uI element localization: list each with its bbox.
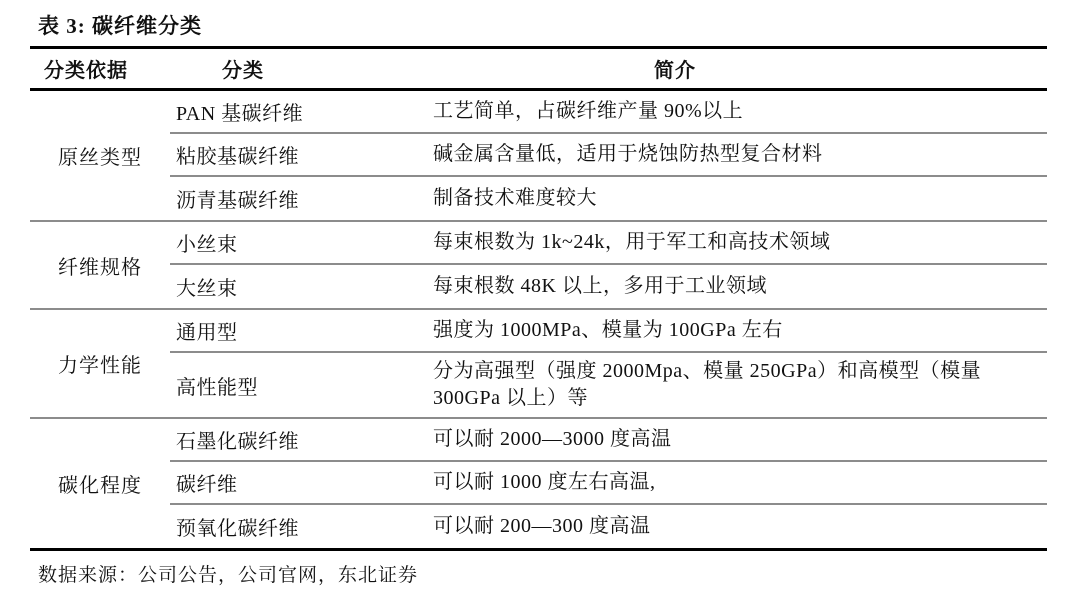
table-row — [170, 462, 1047, 505]
group-rows — [170, 222, 1047, 308]
category-cell: 粘胶基碳纤维 — [176, 146, 299, 168]
header-intro: 简介 — [654, 60, 696, 82]
table-header-row — [30, 49, 1047, 91]
table-row — [170, 265, 1047, 308]
table-row — [170, 91, 1047, 134]
intro-cell: 可以耐 1000 度左右高温, — [433, 471, 656, 493]
table-row — [170, 177, 1047, 220]
category-cell: PAN 基碳纤维 — [176, 103, 304, 125]
table-title: 表 3: 碳纤维分类 — [38, 14, 202, 38]
table-row — [170, 353, 1047, 417]
intro-cell: 分为高强型（强度 2000Mpa、模量 250GPa）和高模型（模量 300GPa 以上）等 — [433, 360, 982, 409]
group-rows — [170, 419, 1047, 548]
category-cell: 沥青基碳纤维 — [176, 190, 299, 212]
category-cell: 高性能型 — [176, 376, 258, 399]
table-row — [170, 310, 1047, 353]
group-rows — [170, 310, 1047, 417]
group-rows — [170, 91, 1047, 220]
category-cell: 预氧化碳纤维 — [176, 518, 299, 540]
intro-cell: 每束根数 48K 以上，多用于工业领域 — [433, 275, 767, 297]
category-cell: 碳纤维 — [176, 474, 238, 496]
category-cell: 小丝束 — [176, 234, 238, 256]
category-cell: 通用型 — [176, 322, 238, 344]
intro-cell: 每束根数为 1k~24k，用于军工和高技术领域 — [433, 231, 831, 253]
table-row — [170, 222, 1047, 265]
group-basis-label: 纤维规格 — [58, 256, 142, 279]
table-group-carbonization — [30, 419, 1047, 548]
data-source-note: 数据来源：公司公告，公司官网，东北证券 — [38, 565, 419, 586]
intro-cell: 可以耐 200—300 度高温 — [433, 515, 651, 537]
table-group-mechanical — [30, 310, 1047, 419]
table-row — [170, 419, 1047, 462]
table-row — [170, 505, 1047, 548]
table-group-precursor-type — [30, 91, 1047, 222]
intro-cell: 制备技术难度较大 — [433, 187, 597, 209]
group-basis-label: 碳化程度 — [58, 475, 142, 497]
intro-cell: 工艺简单，占碳纤维产量 90%以上 — [433, 100, 744, 122]
group-basis-label: 原丝类型 — [58, 147, 142, 169]
header-basis: 分类依据 — [44, 60, 128, 82]
group-basis-label: 力学性能 — [58, 355, 142, 377]
header-category: 分类 — [222, 60, 264, 82]
classification-table — [30, 46, 1047, 551]
category-cell: 大丝束 — [176, 278, 238, 300]
intro-cell: 强度为 1000MPa、模量为 100GPa 左右 — [433, 319, 783, 341]
table-group-fiber-spec — [30, 222, 1047, 310]
table-row — [170, 134, 1047, 177]
intro-cell: 可以耐 2000—3000 度高温 — [433, 428, 672, 450]
intro-cell: 碱金属含量低，适用于烧蚀防热型复合材料 — [433, 143, 823, 165]
category-cell: 石墨化碳纤维 — [176, 431, 299, 453]
